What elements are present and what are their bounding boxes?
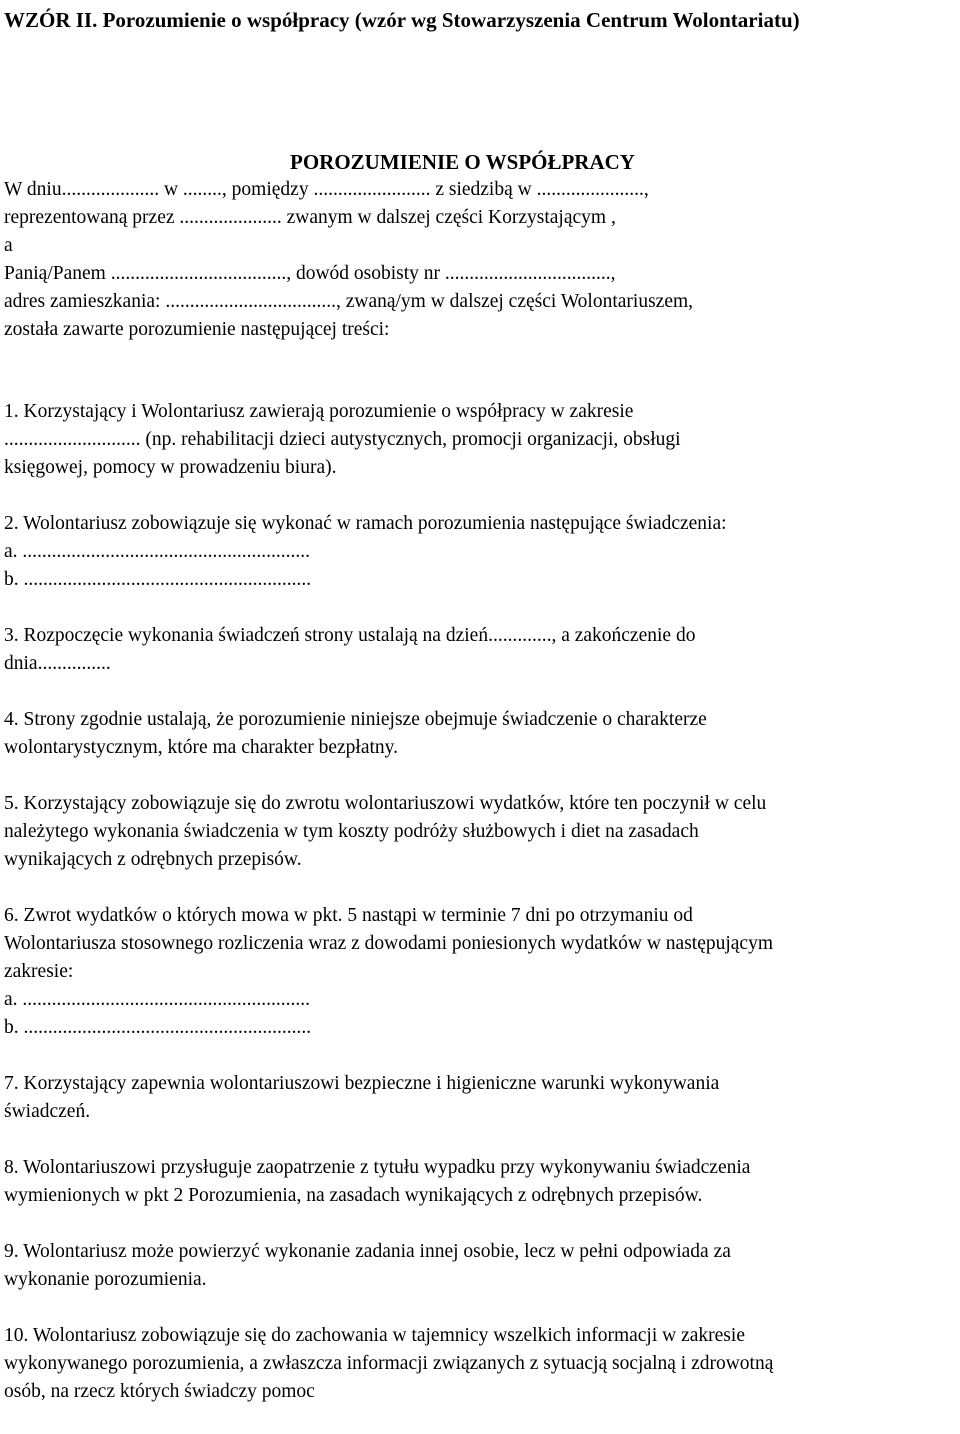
point-line: księgowej, pomocy w prowadzeniu biura). (4, 457, 337, 478)
point-8 (4, 1154, 956, 1210)
point-line: wolontarystycznym, które ma charakter bezpłatny. (4, 737, 398, 758)
point-line: wynikających z odrębnych przepisów. (4, 849, 302, 870)
point-line: b. ........................................................... (4, 1017, 312, 1038)
point-line: świadczeń. (4, 1101, 91, 1122)
point-line: ............................ (np. rehabilitacji dzieci autystycznych, promocji organizacji, obsługi (4, 429, 681, 450)
point-line: 1. Korzystający i Wolontariusz zawierają porozumienie o współpracy w zakresie (4, 401, 634, 422)
point-line: b. ........................................................... (4, 569, 312, 590)
intro-line: reprezentowaną przez ..................... zwanym w dalszej części Korzystającym , (4, 207, 616, 228)
point-line: 9. Wolontariusz może powierzyć wykonanie zadania innej osobie, lecz w pełni odpowiada za (4, 1241, 731, 1262)
points-section (4, 398, 956, 1434)
intro-line: adres zamieszkania: ..................................., zwaną/ym w dalszej części Wolontariuszem, (4, 291, 694, 312)
document-title: POROZUMIENIE O WSPÓŁPRACY (290, 150, 635, 174)
point-line: wykonanie porozumienia. (4, 1269, 207, 1290)
point-5 (4, 790, 956, 874)
point-line: 8. Wolontariuszowi przysługuje zaopatrzenie z tytułu wypadku przy wykonywaniu świadczenia (4, 1157, 751, 1178)
document-page (4, 0, 956, 1402)
point-line: 2. Wolontariusz zobowiązuje się wykonać w ramach porozumienia następujące świadczenia: (4, 513, 727, 534)
point-line: osób, na rzecz których świadczy pomoc (4, 1381, 315, 1402)
point-line: zakresie: (4, 961, 74, 982)
point-line: 7. Korzystający zapewnia wolontariuszowi bezpieczne i higieniczne warunki wykonywania (4, 1073, 720, 1094)
point-line: 4. Strony zgodnie ustalają, że porozumienie niniejsze obejmuje świadczenie o charakterze (4, 709, 707, 730)
point-3 (4, 622, 956, 678)
intro-line: a (4, 235, 13, 256)
point-6 (4, 902, 956, 1042)
intro-section (4, 176, 956, 344)
point-line: wykonywanego porozumienia, a zwłaszcza informacji związanych z sytuacją socjalną i zdrowotną (4, 1353, 774, 1374)
point-1 (4, 398, 956, 482)
point-4 (4, 706, 956, 762)
point-7 (4, 1070, 956, 1126)
point-10 (4, 1322, 956, 1406)
point-line: a. ........................................................... (4, 989, 311, 1010)
point-line: należytego wykonania świadczenia w tym koszty podróży służbowych i diet na zasadach (4, 821, 699, 842)
intro-line: W dniu.................... w ........, pomiędzy ........................ z siedzibą w ......................, (4, 179, 649, 200)
point-line: 3. Rozpoczęcie wykonania świadczeń strony ustalają na dzień............., a zakończenie do (4, 625, 696, 646)
point-line: a. ........................................................... (4, 541, 311, 562)
intro-line: Panią/Panem ...................................., dowód osobisty nr .................................., (4, 263, 616, 284)
point-line: Wolontariusza stosownego rozliczenia wraz z dowodami poniesionych wydatków w następującym (4, 933, 774, 954)
document-header: WZÓR II. Porozumienie o współpracy (wzór wg Stowarzyszenia Centrum Wolontariatu) (4, 8, 800, 32)
point-line: 5. Korzystający zobowiązuje się do zwrotu wolontariuszowi wydatków, które ten poczynił w celu (4, 793, 767, 814)
point-line: 6. Zwrot wydatków o których mowa w pkt. 5 nastąpi w terminie 7 dni po otrzymaniu od (4, 905, 693, 926)
point-2 (4, 510, 956, 594)
point-line: wymienionych w pkt 2 Porozumienia, na zasadach wynikających z odrębnych przepisów. (4, 1185, 703, 1206)
point-line: dnia............... (4, 653, 111, 674)
point-line: 10. Wolontariusz zobowiązuje się do zachowania w tajemnicy wszelkich informacji w zakresie (4, 1325, 745, 1346)
intro-line: została zawarte porozumienie następującej treści: (4, 319, 390, 340)
point-9 (4, 1238, 956, 1294)
